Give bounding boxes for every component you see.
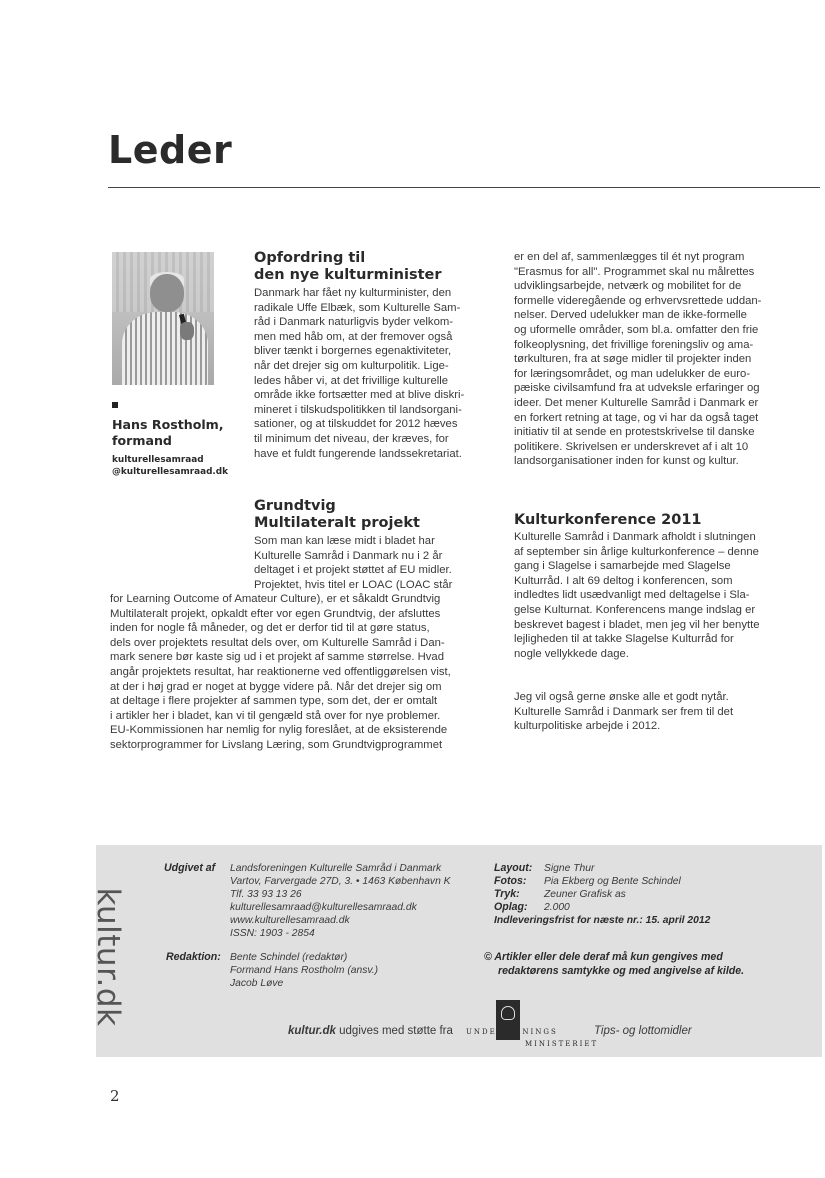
text-line: "Erasmus for all". Programmet skal nu målrettes: [514, 265, 755, 278]
ministry-name-line2: MINISTERIET: [525, 1040, 599, 1048]
text-line: udviklingsarbejde, netværk og mobilitet for de: [514, 280, 742, 293]
text-line: ideer. Det mener Kulturelle Samråd i Danmark er: [514, 396, 759, 409]
text-line: indledtes lidt usædvanligt med deltagelse i Sla-: [514, 589, 750, 602]
lottery-funding-note: Tips- og lottomidler: [594, 1025, 692, 1037]
published-label: Udgivet af: [164, 862, 216, 874]
text-line: en forkert retning at tage, og vi har da også taget: [514, 411, 759, 424]
info-line: Jacob Løve: [230, 978, 284, 989]
info-line: Vartov, Farvergade 27D, 3. • 1463 København K: [230, 876, 451, 887]
section-kulturkonference-body: [514, 530, 760, 661]
text-line: beskrevet bagest i bladet, men jeg vil her benytte: [514, 618, 760, 631]
credits-values: [544, 862, 681, 914]
text-line: for læringsområdet, og man udelukker de euro-: [514, 367, 751, 380]
author-photo: [112, 252, 214, 385]
text-line: deltaget i et projekt støttet af EU midler.: [254, 564, 452, 577]
text-line: dels over projektets resultat dels over, om Kulturelle Samråd i Dan-: [110, 636, 445, 649]
info-line: www.kulturellesamraad.dk: [230, 915, 350, 926]
credit-value: 2.000: [544, 902, 570, 913]
info-line: kulturellesamraad@kulturellesamraad.dk: [230, 902, 417, 913]
text-line: råd i Danmark naturligvis byder velkom-: [254, 316, 454, 329]
info-line: Formand Hans Rostholm (ansv.): [230, 965, 379, 976]
credit-value: Pia Ekberg og Bente Schindel: [544, 876, 681, 887]
info-line: Tlf. 33 93 13 26: [230, 889, 302, 900]
text-line: lejligheden til at takke Slagelse Kulturråd for: [514, 633, 734, 646]
author-email-line: @kulturellesamraad.dk: [112, 467, 229, 477]
bullet-square-icon: [112, 402, 118, 408]
heading-line: Grundtvig: [254, 498, 336, 514]
text-line: mineret i tilskudspolitikken til landsorgani-: [254, 403, 462, 416]
text-line: men med håb om, at der fremover også: [254, 330, 453, 343]
author-email: [112, 454, 237, 478]
info-line: ISSN: 1903 - 2854: [230, 928, 315, 939]
text-line: tørkulturen, fra at søge midler til projekter inden: [514, 353, 752, 366]
text-line: område ikke fortsætter med at blive diskri-: [254, 389, 465, 402]
credit-label: Layout:: [494, 862, 533, 874]
support-statement: [288, 1025, 453, 1037]
text-line: politikere. Skrivelsen er underskrevet af i alt 10: [514, 440, 749, 453]
author-email-line: kulturellesamraad: [112, 455, 204, 465]
text-line: af september sin årlige kulturkonference – denne: [514, 545, 759, 558]
credit-label: Tryk:: [494, 888, 520, 900]
published-info: [230, 862, 451, 940]
section-heading-opfordring: [254, 250, 442, 284]
credit-label: Oplag:: [494, 901, 528, 913]
heading-line: den nye kulturminister: [254, 267, 442, 283]
author-role-line: formand: [112, 433, 172, 448]
text-line: folkeoplysning, det frivillige foreningsliv og ama-: [514, 338, 754, 351]
text-line: initiativ til at sende en protestskrivelse til danske: [514, 426, 755, 439]
heading-line: Kulturkonference 2011: [514, 512, 702, 528]
text-line: Kulturråd. I alt 69 deltog i konferencen, som: [514, 574, 733, 587]
author-name-line: Hans Rostholm,: [112, 417, 224, 432]
text-line: Projektet, hvis titel er LOAC (LOAC står: [254, 578, 453, 591]
text-line: at der i høj grad er noget at bygge videre på. Når det drejer sig om: [110, 680, 442, 693]
editorial-label: Redaktion:: [166, 951, 221, 963]
section-grundtvig-intro: [254, 534, 452, 592]
text-line: kulturpolitiske arbejde i 2012.: [514, 720, 661, 733]
support-brand: kultur.dk: [288, 1025, 336, 1037]
text-line: have et fuldt fungerende landssekretariat.: [254, 447, 462, 460]
text-line: Kulturelle Samråd i Danmark ser frem til det: [514, 705, 734, 718]
text-line: til minimum det niveau, der kræves, for: [254, 432, 449, 445]
text-line: EU-Kommissionen har nemlig for nylig foreslået, at de eksisterende: [110, 724, 448, 737]
copyright-line: © Artikler eller dele deraf må kun gengives med: [484, 951, 723, 963]
credit-value: Zeuner Grafisk as: [544, 889, 626, 900]
text-line: bliver tænkt i borgernes egenaktiviteter,: [254, 345, 452, 358]
credit-label: Fotos:: [494, 875, 527, 887]
text-line: og uformelle områder, som bl.a. omfatter den frie: [514, 323, 759, 336]
text-line: gelse Kulturnat. Konferencens mange indslag er: [514, 603, 756, 616]
text-line: er en del af, sammenlægges til ét nyt program: [514, 251, 745, 263]
section-heading-kulturkonference: [514, 512, 702, 529]
credit-value: Signe Thur: [544, 863, 595, 874]
copyright-notice: [484, 950, 744, 978]
section-heading-grundtvig: [254, 498, 420, 532]
credits-labels: [494, 862, 532, 914]
text-line: Multilateralt projekt, opkaldt efter vor egen Grundtvig, der afsluttes: [110, 607, 441, 620]
text-line: landsorganisationer inden for kunst og kultur.: [514, 455, 739, 468]
text-line: Jeg vil også gerne ønske alle et godt nytår.: [514, 691, 729, 703]
text-line: Kulturelle Samråd i Danmark nu i 2 år: [254, 549, 443, 562]
text-line: angår projektets resultat, har reaktionerne ved offentliggørelsen vist,: [110, 665, 451, 678]
kultur-dk-logo: [88, 862, 136, 1052]
text-line: Som man kan læse midt i bladet har: [254, 535, 435, 547]
section-grundtvig-body: [110, 592, 451, 753]
text-line: i artikler her i bladet, kan vi til gengæld stå over for nye problemer.: [110, 709, 441, 722]
author-name: [112, 417, 237, 449]
text-line: pæiske civilsamfund fra at udveksle erfaringer og: [514, 382, 760, 395]
heading-line: Multilateralt projekt: [254, 515, 420, 531]
copyright-line: redaktørens samtykke og med angivelse af kilde.: [498, 965, 745, 977]
text-line: gang i Slagelse i samarbejde med Slagelse: [514, 560, 731, 573]
title-divider: [108, 187, 820, 188]
heading-line: Opfordring til: [254, 250, 366, 266]
ministry-name: UNDERVISNINGS: [466, 1028, 558, 1036]
text-line: radikale Uffe Elbæk, som Kulturelle Sam-: [254, 301, 461, 314]
text-line: inden for nogle få måneder, og det er derfor tid til at gøre status,: [110, 622, 430, 635]
text-line: formelle videregående og erhvervsrettede uddan-: [514, 294, 762, 307]
column3-body: [514, 250, 761, 469]
submission-deadline: Indleveringsfrist for næste nr.: 15. april 2012: [494, 915, 711, 926]
text-line: mark senere bør kaste sig ud i et projekt af samme størrelse. Hvad: [110, 651, 445, 664]
page-number: 2: [110, 1087, 120, 1105]
closing-paragraph: [514, 690, 733, 734]
support-text: udgives med støtte fra: [335, 1025, 453, 1037]
editorial-info: [230, 951, 378, 990]
text-line: Kulturelle Samråd i Danmark afholdt i slutningen: [514, 531, 756, 543]
text-line: at deltage i flere projekter af sammen type, som det, der er omtalt: [110, 695, 438, 708]
text-line: Danmark har fået ny kulturminister, den: [254, 287, 452, 299]
text-line: nelser. Derved udelukker man de ikke-formelle: [514, 309, 747, 322]
text-line: når det drejer sig om kulturpolitik. Lige-: [254, 359, 449, 372]
info-line: Landsforeningen Kulturelle Samråd i Danmark: [230, 863, 442, 874]
text-line: nogle vellykkede dage.: [514, 647, 629, 660]
logo-text: kultur.dk: [90, 887, 126, 1027]
section-opfordring-body: [254, 286, 464, 461]
text-line: sationer, og at tilskuddet for 2012 hæves: [254, 418, 458, 431]
text-line: ledes håber vi, at det frivillige kulturelle: [254, 374, 449, 387]
info-line: Bente Schindel (redaktør): [230, 952, 348, 963]
page-title: Leder: [108, 128, 233, 172]
text-line: for Learning Outcome of Amateur Culture), er et såkaldt Grundtvig: [110, 593, 441, 605]
text-line: sektorprogrammer for Livslang Læring, som Grundtvigprogrammet: [110, 738, 443, 751]
